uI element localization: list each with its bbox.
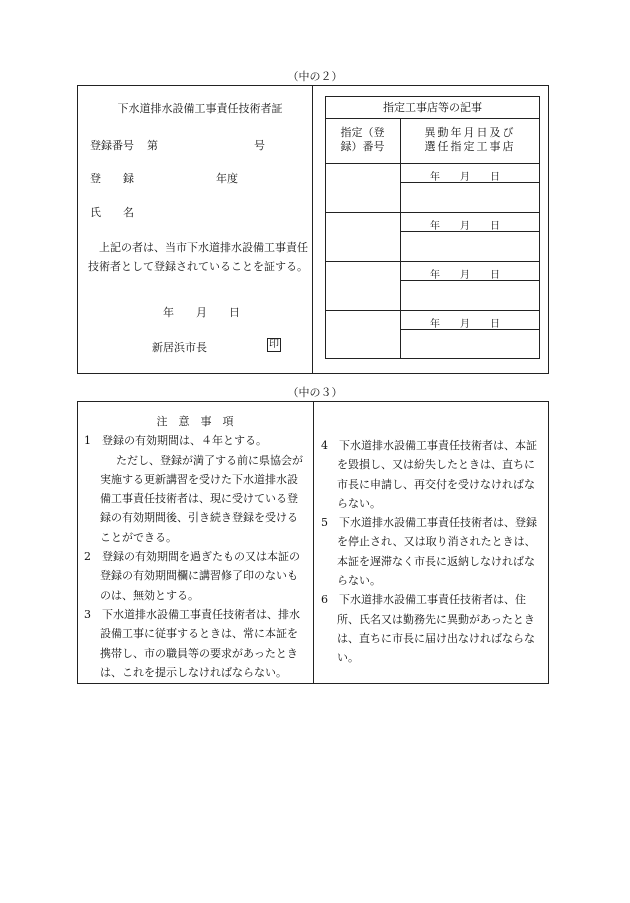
col2-header	[401, 126, 539, 154]
note-4: 4 下水道排水設備工事責任技術者は、本証を毀損し、又は紛失したときは、直ちに市長に申請し、再交付を受けなければならない。	[321, 439, 537, 510]
table-row-3-date: 年 月 日	[430, 270, 500, 281]
certificate-date: 年 月 日	[163, 306, 240, 319]
col1-header-line2: 録）番号	[340, 140, 385, 153]
seal-stamp: 印	[269, 339, 279, 350]
page-2-divider	[312, 85, 313, 374]
reg-no-label: 登録番号	[90, 139, 134, 152]
note-2: 2 登録の有効期間を過ぎたもの又は本証の登録の有効期間欄に講習修了印のないものは、無効とする。	[84, 550, 300, 602]
note-1-head: 1 登録の有効期間は、４年とする。	[84, 434, 267, 448]
reg-no-suffix: 号	[254, 139, 265, 152]
table-title: 指定工事店等の記事	[383, 101, 482, 114]
registration-label: 登 録	[90, 172, 134, 185]
registration-suffix: 年度	[216, 172, 238, 185]
col1-header	[326, 126, 399, 154]
note-3: 3 下水道排水設備工事責任技術者は、排水設備工事に従事するときは、常に本証を携帯し、市の職員等の要求があったときは、これを提示しなければならない。	[84, 607, 300, 679]
certificate-title: 下水道排水設備工事責任技術者証	[117, 102, 283, 115]
col1-header-line1: 指定（登	[340, 126, 385, 139]
note-5: 5 下水道排水設備工事責任技術者は、登録を停止され、又は取り消されたときは、本証を遅滞なく市長に返納しなければならない。	[321, 516, 537, 588]
col2-header-line1: 異動年月日及び	[424, 126, 516, 139]
statement-text: 上記の者は、当市下水道排水設備工事責任技術者として登録されていることを証する。	[88, 241, 308, 273]
table-row-2-date: 年 月 日	[430, 221, 500, 232]
notes-right	[321, 436, 543, 668]
page-3-divider	[313, 401, 314, 684]
col2-header-line2: 選任指定工事店	[424, 140, 516, 153]
note-1-body: ただし、登録が満了する前に県協会が実施する更新講習を受けた下水道排水設備工事責任技術者は、現に受けている登録の有効期間後、引き続き登録を受けることができる。	[100, 453, 303, 544]
reg-no-prefix: 第	[147, 139, 158, 152]
name-label: 氏 名	[90, 206, 134, 219]
table-row-1-date: 年 月 日	[430, 172, 500, 183]
issuer: 新居浜市長	[152, 341, 207, 354]
section-label-2: （中の２）	[287, 70, 343, 83]
certificate-statement	[88, 238, 308, 276]
store-record-table	[325, 96, 540, 359]
notes-left	[84, 412, 306, 682]
section-label-3: （中の３）	[287, 386, 343, 399]
table-row-4-date: 年 月 日	[430, 319, 500, 330]
note-6: 6 下水道排水設備工事責任技術者は、住所、氏名又は勤務先に異動があったときは、直ちに市長に届け出なければならない。	[321, 593, 535, 665]
notes-title: 注 意 事 項	[156, 415, 234, 428]
